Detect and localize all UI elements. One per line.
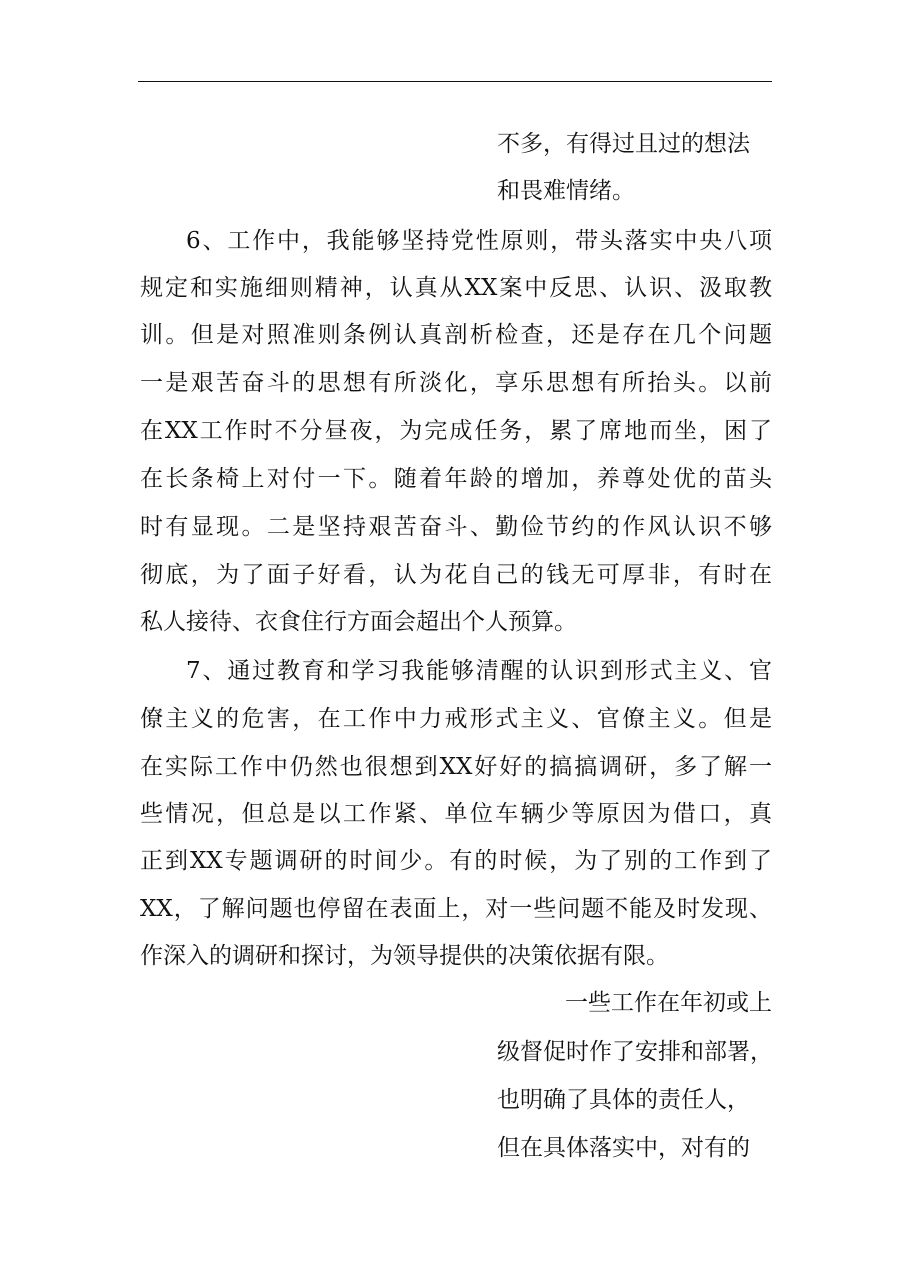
side-note-top-line: 和畏难情绪。 [497,178,635,204]
paragraph-7-line: 些情况，但总是以工作紧、单位车辆少等原因为借口，真 [140,801,772,827]
paragraph-6-line: 规定和实施细则精神，认真从XX案中反思、认识、汲取教 [140,275,772,301]
paragraph-6-line: 训。但是对照准则条例认真剖析检查，还是存在几个问题 [140,322,772,348]
side-note-bottom-line: 级督促时作了安排和部署， [497,1039,773,1065]
paragraph-6-line: 时有显现。二是坚持艰苦奋斗、勤俭节约的作风认识不够 [140,514,772,540]
paragraph-6-line: 在长条椅上对付一下。随着年龄的增加，养尊处优的苗头 [140,466,772,492]
paragraph-7-line: 在实际工作中仍然也很想到XX好好的搞搞调研，多了解一 [140,754,772,780]
paragraph-6-line: 私人接待、衣食住行方面会超出个人预算。 [140,609,577,635]
paragraph-6-line: 彻底，为了面子好看，认为花自己的钱无可厚非，有时在 [140,562,772,588]
paragraph-7-line: 僚主义的危害，在工作中力戒形式主义、官僚主义。但是 [140,706,772,732]
paragraph-7-line: 7、通过教育和学习我能够清醒的认识到形式主义、官 [186,658,772,684]
side-note-bottom-line: 但在具体落实中，对有的 [497,1135,750,1161]
paragraph-6-line: 在XX工作时不分昼夜，为完成任务，累了席地而坐，困了 [140,418,772,444]
side-note-bottom-line: 一些工作在年初或上 [565,990,772,1016]
side-note-bottom-line: 也明确了具体的责任人， [497,1087,750,1113]
side-note-top-line: 不多，有得过且过的想法 [497,131,750,157]
paragraph-6-line: 6、工作中，我能够坚持党性原则，带头落实中央八项 [186,228,772,254]
header-rule [138,81,772,82]
paragraph-6-line: 一是艰苦奋斗的思想有所淡化，享乐思想有所抬头。以前 [140,370,772,396]
paragraph-7-line: XX，了解问题也停留在表面上，对一些问题不能及时发现、 [140,896,772,922]
paragraph-7-line: 正到XX专题调研的时间少。有的时候，为了别的工作到了 [140,848,772,874]
paragraph-7-line: 作深入的调研和探讨，为领导提供的决策依据有限。 [140,943,669,969]
